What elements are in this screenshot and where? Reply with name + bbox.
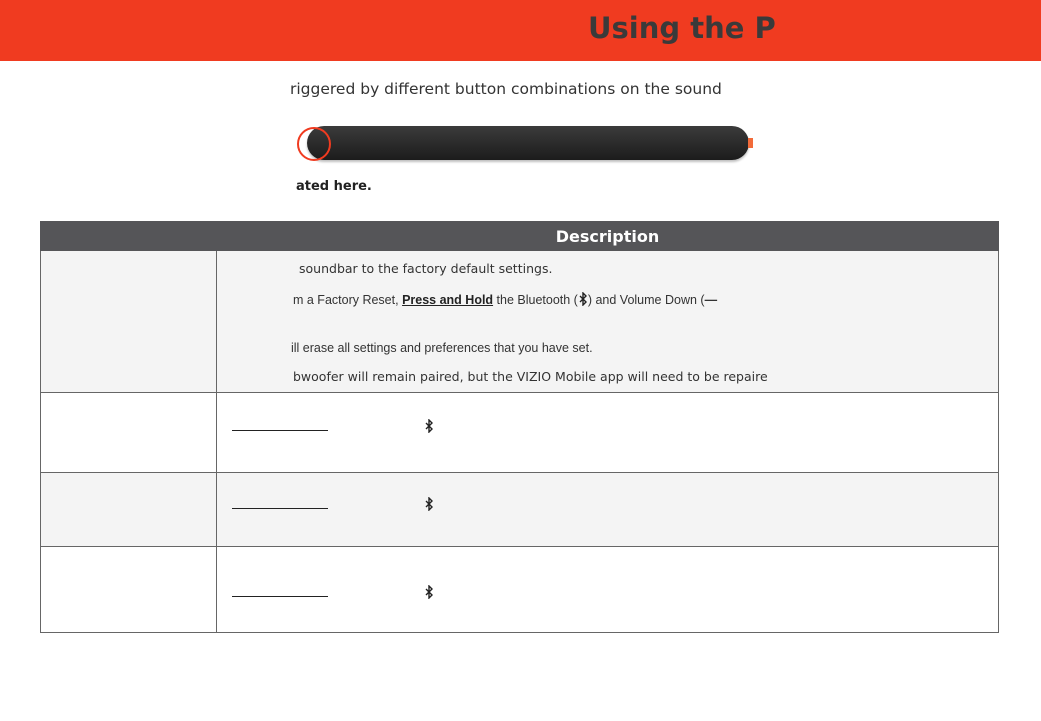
underline-link[interactable]	[232, 430, 328, 431]
bluetooth-icon	[424, 585, 434, 599]
table-cell-description	[217, 547, 999, 633]
button-combinations-table	[40, 221, 999, 633]
table-header-row	[41, 222, 999, 251]
table-cell-description	[217, 473, 999, 547]
table-cell-description	[217, 251, 999, 393]
table-cell-function	[41, 251, 217, 393]
note-text: ated here.	[296, 179, 372, 194]
table-row	[41, 473, 999, 547]
page-title: Using the P	[588, 11, 776, 45]
table-header-description: Description	[217, 222, 999, 251]
bluetooth-icon	[578, 292, 588, 306]
description-line: ill erase all settings and preferences that you have set.	[291, 341, 593, 355]
header-bar	[0, 0, 1041, 61]
description-line: m a Factory Reset, Press and Hold the Bluetooth ( ) and Volume Down (—	[293, 293, 718, 307]
table-cell-function	[41, 393, 217, 473]
description-line: soundbar to the factory default settings.	[299, 261, 553, 276]
button-highlight-circle	[297, 127, 331, 161]
table-header-function	[41, 222, 217, 251]
bluetooth-icon	[424, 419, 434, 433]
underline-link[interactable]	[232, 596, 328, 597]
table-row	[41, 251, 999, 393]
table-cell-function	[41, 473, 217, 547]
underline-link[interactable]	[232, 508, 328, 509]
description-line: bwoofer will remain paired, but the VIZIO Mobile app will need to be repaire	[293, 369, 768, 384]
table-row	[41, 393, 999, 473]
table-cell-function	[41, 547, 217, 633]
soundbar-end-cap	[748, 138, 753, 148]
press-and-hold-label: Press and Hold	[402, 293, 494, 307]
soundbar-illustration	[307, 126, 749, 160]
table-cell-description	[217, 393, 999, 473]
volume-down-symbol: —	[704, 293, 718, 307]
table-row	[41, 547, 999, 633]
intro-text: riggered by different button combinations on the sound	[290, 80, 722, 98]
bluetooth-icon	[424, 497, 434, 511]
